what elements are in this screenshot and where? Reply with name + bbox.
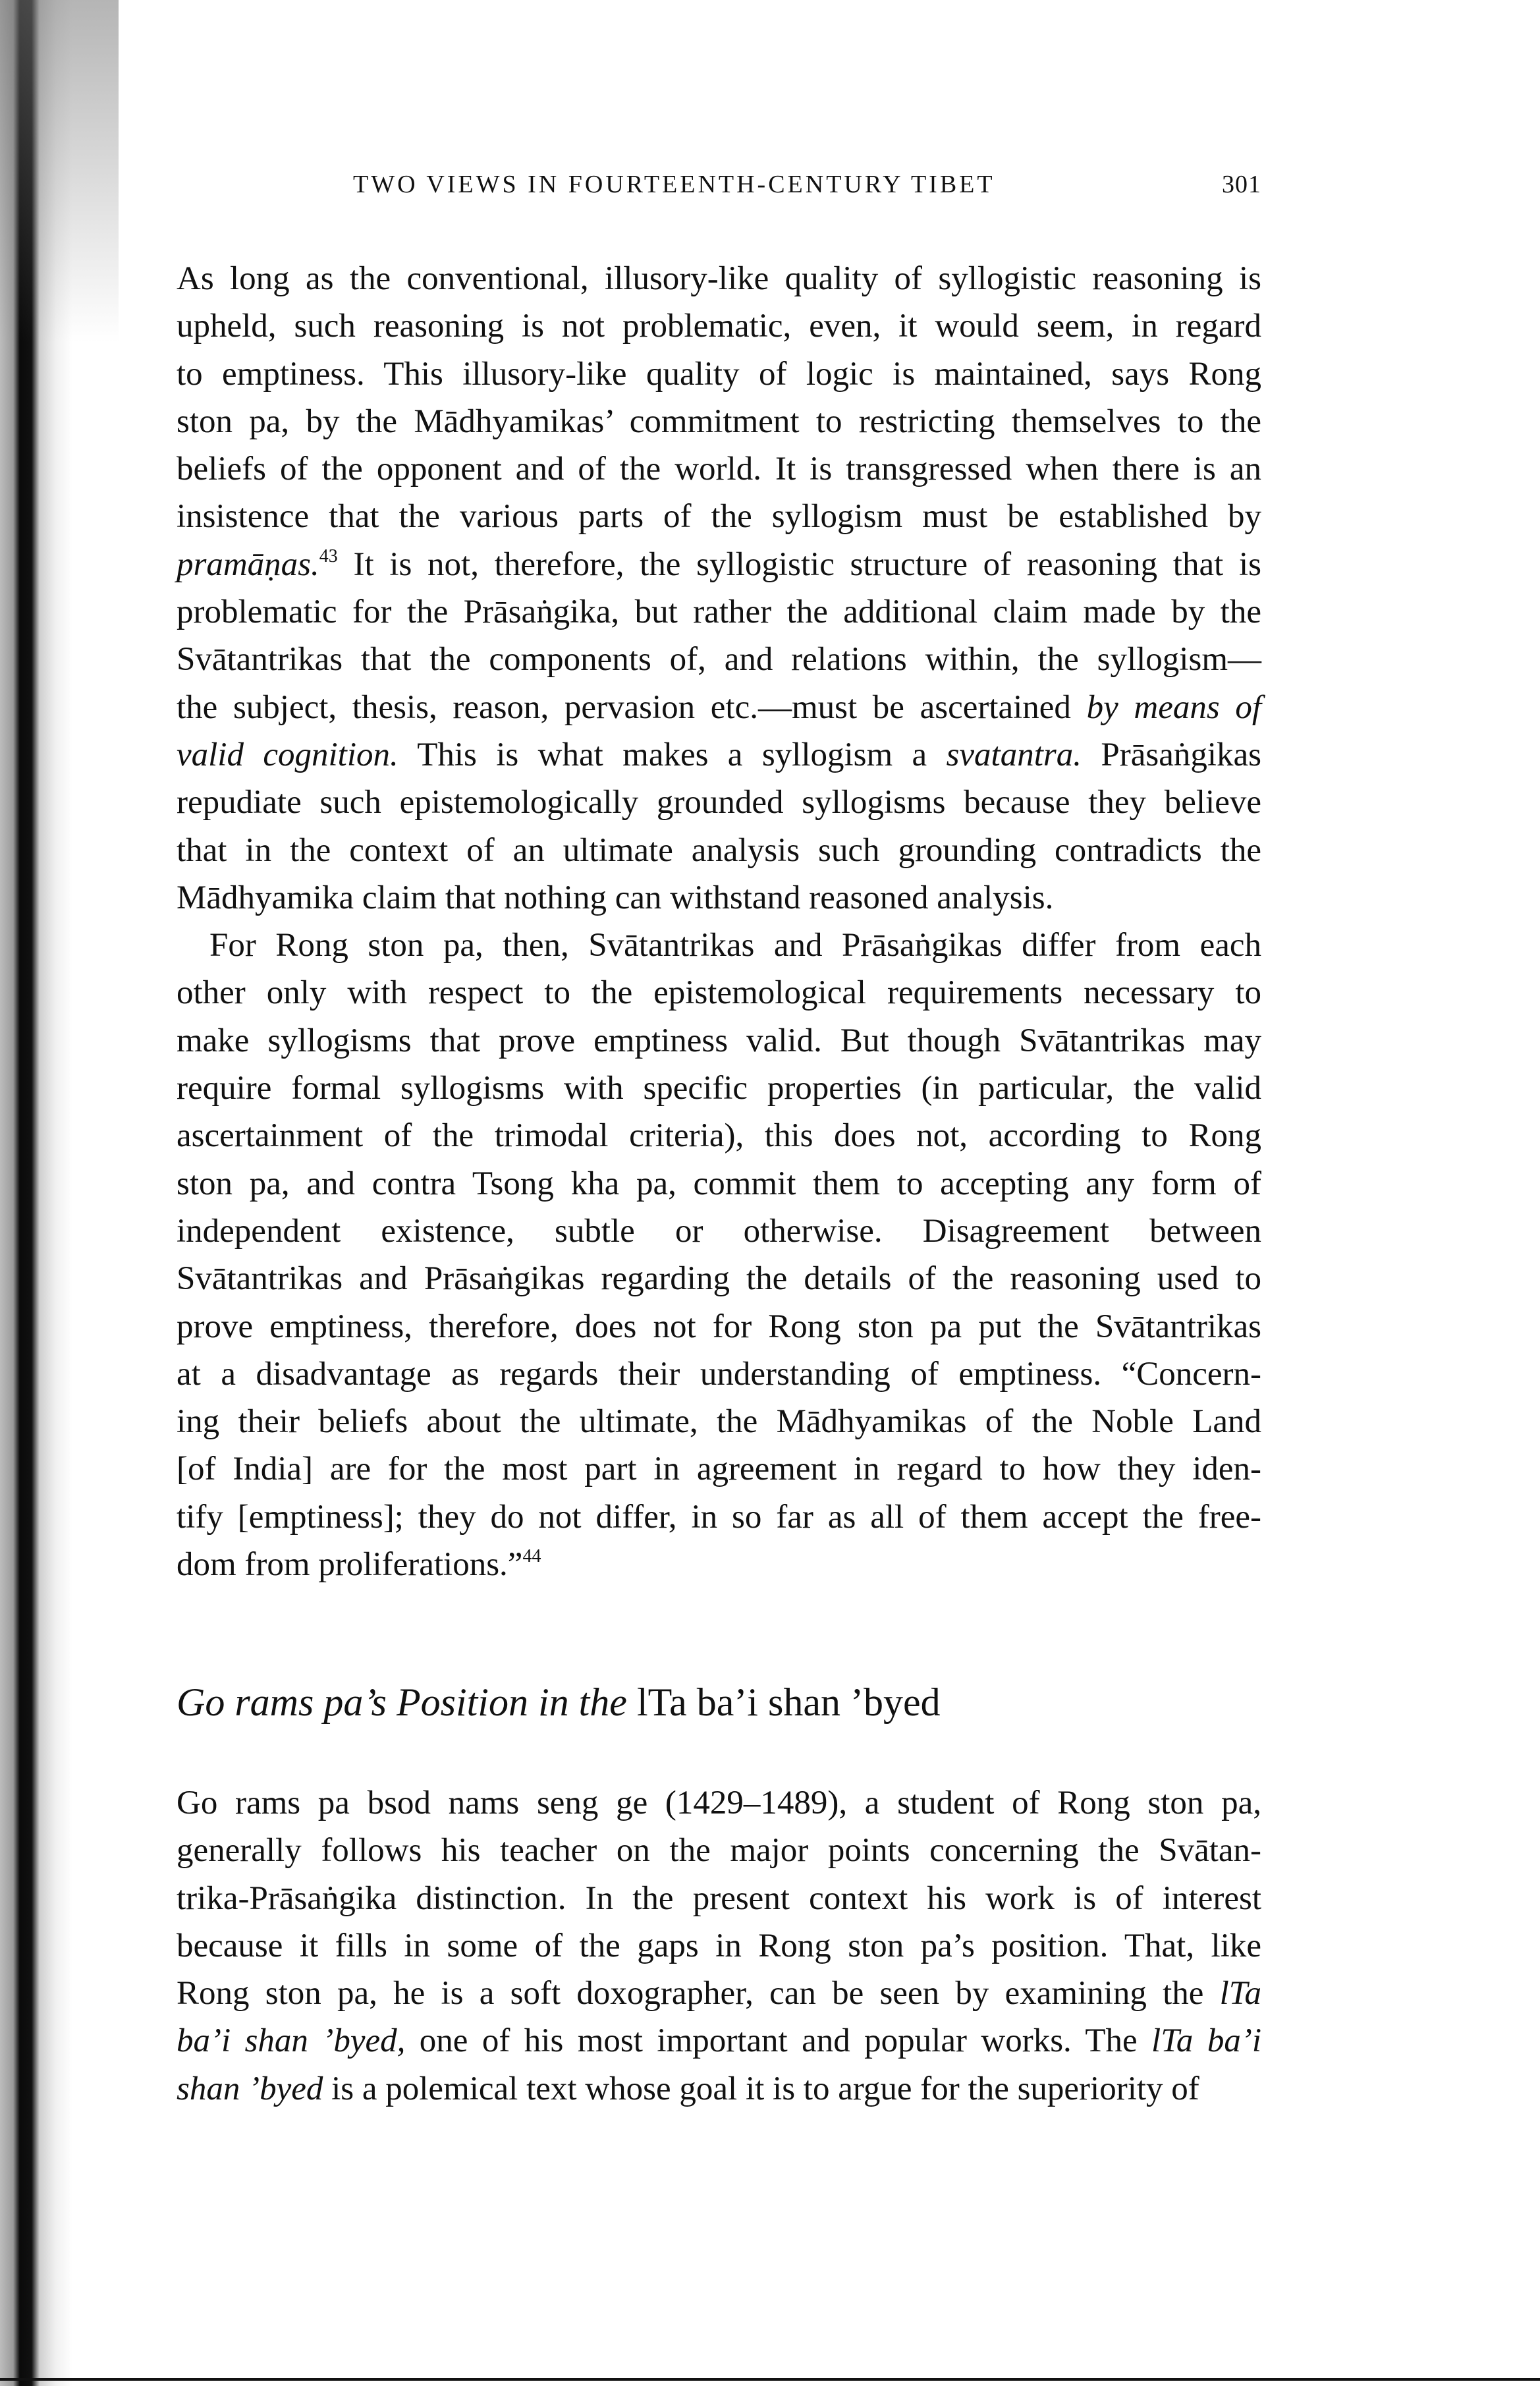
text-line <box>177 1017 1261 1065</box>
text-line <box>177 684 1261 731</box>
italic-text: lTa ba’i <box>1151 2022 1261 2060</box>
text-run: prove emptiness, therefore, does not for Rong ston pa put the Svātantrikas <box>177 1308 1261 1345</box>
text-run: Svātantrikas and Prāsaṅgikas regarding the details of the reasoning used to <box>177 1260 1261 1298</box>
text-line <box>177 2017 1261 2065</box>
text-line <box>177 1922 1261 1970</box>
text-line <box>177 493 1261 540</box>
scan-shadow <box>0 0 119 343</box>
body-text-top <box>177 255 1261 1588</box>
text-run: ing their beliefs about the ultimate, the Mādhyamikas of the Noble Land <box>177 1403 1261 1441</box>
text-line <box>177 350 1261 398</box>
text-run: to emptiness. This illusory-like quality of logic is maintained, says Rong <box>177 355 1261 393</box>
text-run: Go rams pa bsod nams seng ge (1429–1489), a student of Rong ston pa, <box>177 1785 1261 1821</box>
text-line <box>177 588 1261 636</box>
text-line <box>177 1350 1261 1398</box>
text-run: ascertainment of the trimodal criteria), this does not, according to Rong <box>177 1117 1261 1155</box>
text-line <box>177 255 1261 302</box>
section-heading-roman: lTa ba’i shan ’byed <box>626 1680 941 1724</box>
text-line <box>177 827 1261 874</box>
text-run: because it fills in some of the gaps in Rong ston pa’s position. That, like <box>177 1927 1261 1964</box>
text-line <box>177 445 1261 493</box>
text-line <box>177 302 1261 350</box>
text-run: beliefs of the opponent and of the world. It is transgressed when there is an <box>177 451 1261 488</box>
text-run: ston pa, by the Mādhyamikas’ commitment to restricting themselves to the <box>177 402 1261 440</box>
italic-text: valid cognition. <box>177 736 399 773</box>
text-line <box>177 2065 1261 2113</box>
italic-text: svatantra. <box>946 736 1082 773</box>
text-run: This is what makes a syllogism a <box>398 736 947 773</box>
text-line <box>177 1827 1261 1874</box>
text-line <box>177 1875 1261 1922</box>
text-run: is a polemical text whose goal it is to argue for the superiority of <box>323 2070 1199 2107</box>
text-line <box>177 1445 1261 1493</box>
footnote-ref: 44 <box>522 1546 541 1567</box>
text-line <box>177 969 1261 1016</box>
text-run: [of India] are for the most part in agreement in regard to how they iden- <box>177 1451 1261 1488</box>
text-run: the subject, thesis, reason, pervasion etc.—must be ascertained <box>177 688 1087 726</box>
text-run: problematic for the Prāsaṅgika, but rather the additional claim made by the <box>177 594 1261 631</box>
section-heading <box>177 1680 941 1725</box>
text-run: For Rong ston pa, then, Svātantrikas and Prāsaṅgikas differ from each <box>209 927 1261 964</box>
section-heading-italic: Go rams pa’s Position in the <box>177 1680 627 1724</box>
book-binding-shadow <box>0 0 72 2386</box>
text-run: independent existence, subtle or otherwise. Disagreement between <box>177 1212 1261 1250</box>
text-line <box>177 398 1261 445</box>
text-run: repudiate such epistemologically grounded syllogisms because they believe <box>177 784 1261 821</box>
text-line <box>177 779 1261 826</box>
footnote-ref: 43 <box>319 545 338 567</box>
italic-text: shan ’byed <box>177 2070 323 2107</box>
text-line <box>177 1255 1261 1302</box>
text-line <box>177 1303 1261 1350</box>
text-line <box>177 1398 1261 1445</box>
text-run: insistence that the various parts of the syllogism must be established by <box>177 498 1261 536</box>
italic-text: by means of <box>1086 688 1261 726</box>
text-run: require formal syllogisms with specific properties (in particular, the valid <box>177 1070 1261 1107</box>
text-run: dom from proliferations.” <box>177 1546 523 1584</box>
text-run: Mādhyamika claim that nothing can withstand reasoned analysis. <box>177 879 1054 916</box>
text-line <box>177 1493 1261 1541</box>
italic-text: pramāṇas. <box>177 545 319 583</box>
text-line <box>177 1541 1261 1588</box>
text-run: trika-Prāsaṅgika distinction. In the present context his work is of interest <box>177 1879 1261 1917</box>
text-run: other only with respect to the epistemological requirements necessary to <box>177 974 1261 1012</box>
text-line <box>177 1207 1261 1255</box>
running-header <box>177 170 1261 207</box>
text-run: Prāsaṅgikas <box>1082 736 1261 773</box>
body-text-bottom <box>177 1779 1261 2113</box>
scan-bottom-edge <box>0 2378 1540 2381</box>
text-line <box>177 1065 1261 1112</box>
running-title: TWO VIEWS IN FOURTEENTH-CENTURY TIBET <box>353 171 995 198</box>
text-run: upheld, such reasoning is not problematic, even, it would seem, in regard <box>177 308 1261 345</box>
text-run: ston pa, and contra Tsong kha pa, commit them to accepting any form of <box>177 1165 1261 1202</box>
page-number: 301 <box>1222 171 1261 198</box>
text-line <box>177 1970 1261 2017</box>
text-line <box>177 1779 1261 1827</box>
text-run: generally follows his teacher on the major points concerning the Svātan- <box>177 1832 1261 1870</box>
text-run: Rong ston pa, he is a soft doxographer, can be seen by examining the <box>177 1975 1220 2012</box>
text-run: tify [emptiness]; they do not differ, in so far as all of them accept the free- <box>177 1498 1261 1536</box>
italic-text: ba’i shan ’byed, <box>177 2022 406 2060</box>
text-run: Svātantrikas that the components of, and relations within, the syllogism— <box>177 641 1261 679</box>
text-line <box>177 731 1261 779</box>
text-run: As long as the conventional, illusory-like quality of syllogistic reasoning is <box>177 260 1261 297</box>
text-line <box>177 922 1261 969</box>
text-run: that in the context of an ultimate analysis such grounding contradicts the <box>177 831 1261 869</box>
text-run: It is not, therefore, the syllogistic structure of reasoning that is <box>337 545 1261 583</box>
italic-text: lTa <box>1219 1975 1261 2012</box>
text-line <box>177 874 1261 922</box>
text-line <box>177 1160 1261 1207</box>
text-run: at a disadvantage as regards their understanding of emptiness. “Concern- <box>177 1355 1261 1393</box>
text-line <box>177 1112 1261 1159</box>
text-line <box>177 636 1261 683</box>
text-run: make syllogisms that prove emptiness valid. But though Svātantrikas may <box>177 1022 1261 1059</box>
text-run: one of his most important and popular works. The <box>405 2022 1152 2060</box>
text-line <box>177 541 1261 588</box>
